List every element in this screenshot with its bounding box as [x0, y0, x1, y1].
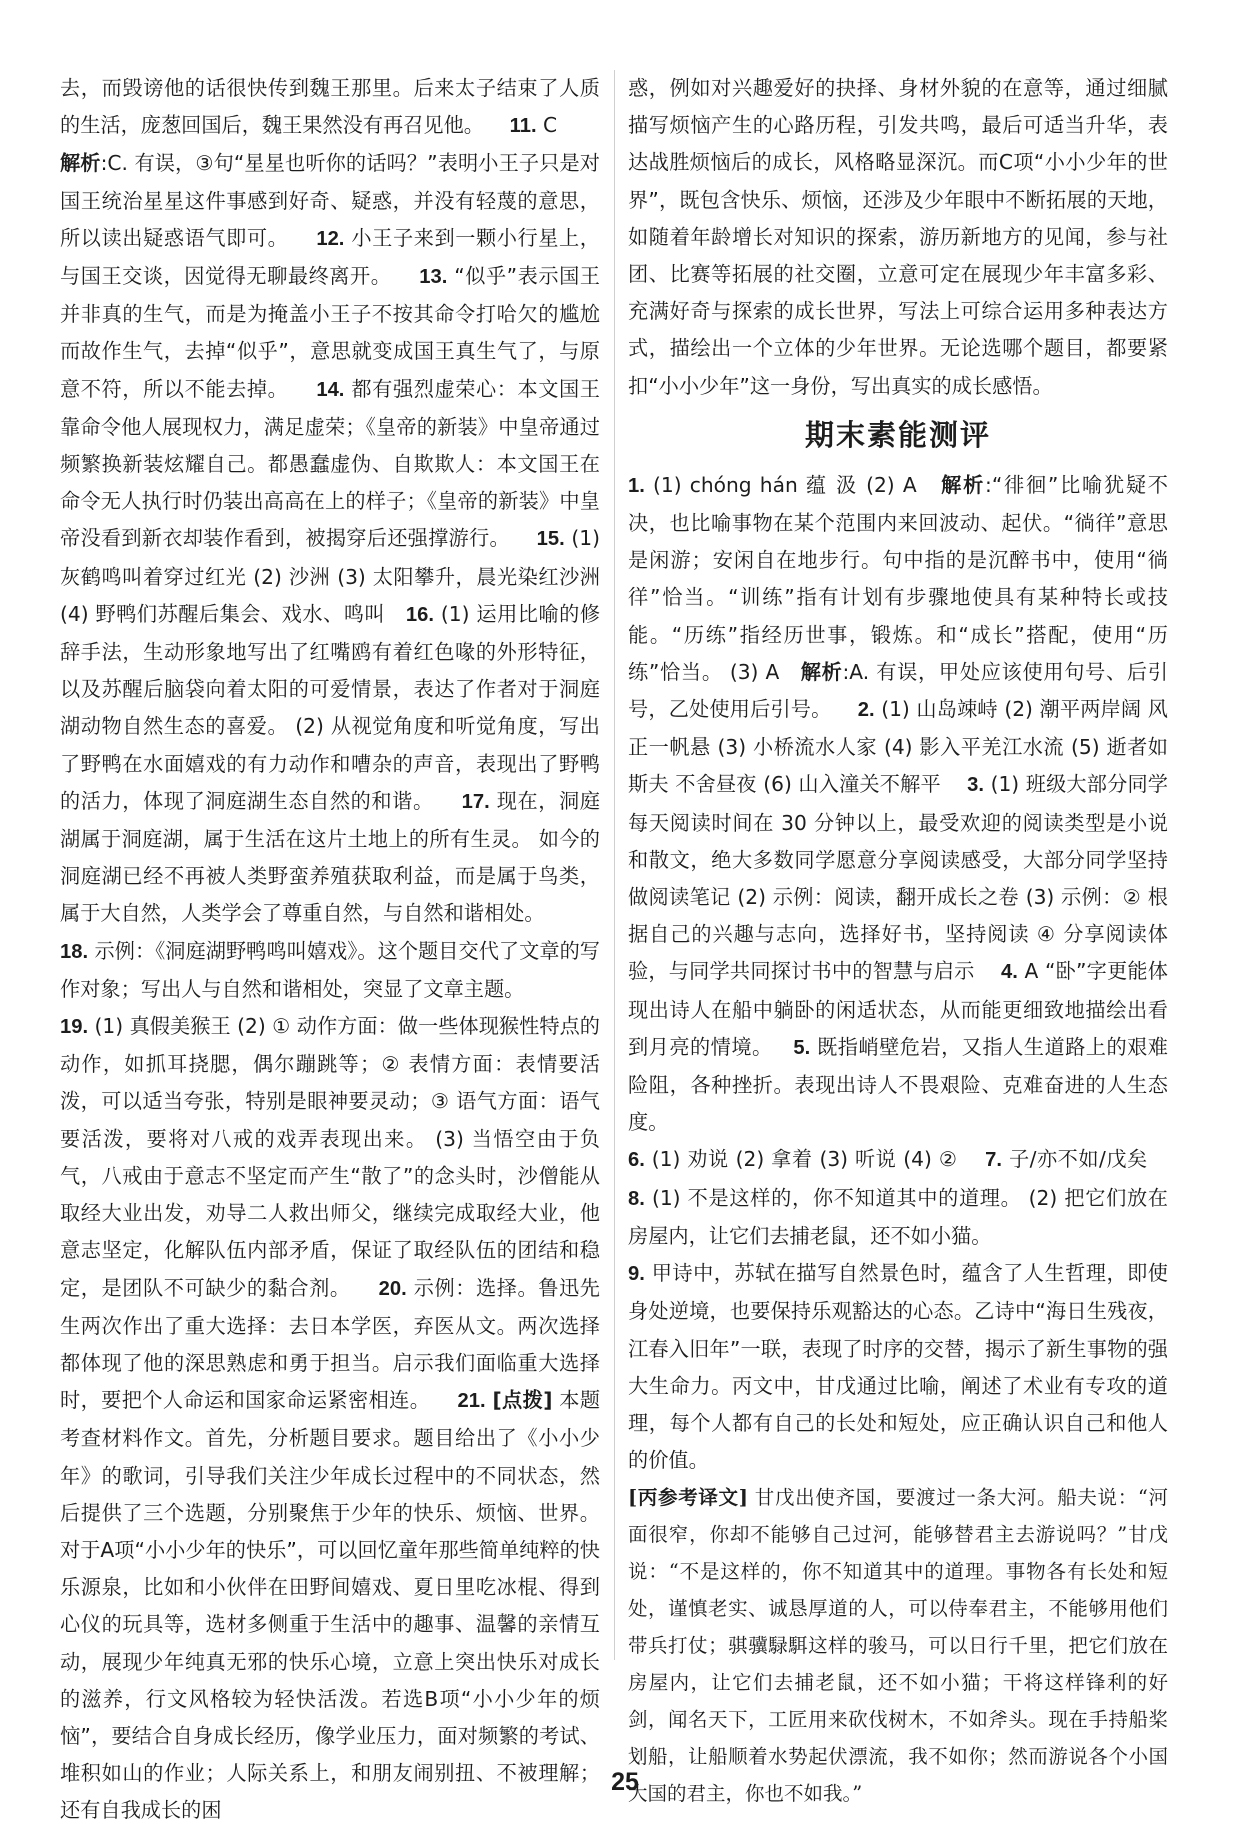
- q20-number: 20.: [378, 1277, 407, 1300]
- q12-text: 小王子来到一颗小行星上，与国王交谈，因觉得无聊最终离开。: [60, 225, 600, 289]
- q9-text: 甲诗中，苏轼在描写自然景色时，蕴含了人生哲理，即使身处逆境，也要保持乐观豁达的心态。乙诗中“海日生残夜，江春入旧年”一联，表现了时序的交替，揭示了新生事物的强大生命力。丙文中，甘戊通过比喻，阐述了术业有专攻的道理，每个人都有自己的长处和短处，应正确认识自己和他人的价值。: [628, 1261, 1168, 1473]
- q4-number: 4.: [1001, 961, 1018, 984]
- q11-text: :C. 有误，③句“星星也听你的话吗？”表明小王子只是对国王统治星星这件事感到好奇、疑惑，并没有轻蔑的意思，所以读出疑惑语气即可。: [60, 151, 600, 250]
- reference-translation: [628, 1479, 1168, 1812]
- q5-number: 5.: [793, 1036, 811, 1059]
- q15-number: 15.: [536, 528, 565, 551]
- q19-text: (1) 真假美猴王 (2) ① 动作方面：做一些体现猴性特点的动作，如抓耳挠腮，偶尔蹦跳等；② 表情方面：表情要活泼，可以适当夸张，特别是眼神要灵动；③ 语气方面：语气要活泼，要将对八戒的戏弄表现出来。 (3) 当悟空由于负气，八戒由于意志不坚定而产生“散了”的念头时，沙僧能从取经大业出发，劝导二人救出师父，继续完成取经大业，他意志坚定，化解队伍内部矛盾，保证了取经队伍的团结和稳定，是团队不可缺少的黏合剂。: [60, 1014, 600, 1300]
- q2-text: (1) 山岛竦峙 (2) 潮平两岸阔 风正一帆悬 (3) 小桥流水人家 (4) 影入平羌江水流 (5) 逝者如斯夫 不舍昼夜 (6) 山入潼关不解平: [628, 697, 1168, 797]
- q21-keyword: [点拨]: [492, 1388, 553, 1413]
- right-column: [628, 70, 1168, 1812]
- q1-explanation-2: :A. 有误，甲处应该使用句号、后引号，乙处使用后引号。: [628, 659, 1168, 722]
- answer-block-left: [60, 70, 600, 1830]
- q13-text: “似乎”表示国王并非真的生气，而是为掩盖小王子不按其命令打哈欠的尴尬而故作生气，去掉“似乎”，意思就变成国王真生气了，与原意不符，所以不能去掉。: [60, 264, 600, 401]
- q21-text: 本题考查材料作文。首先，分析题目要求。题目给出了《小小少年》的歌词，引导我们关注少年成长过程中的不同状态，然后提供了三个选题，分别聚焦于少年的快乐、烦恼、世界。对于A项“小小少年的快乐”，可以回忆童年那些简单纯粹的快乐源泉，比如和小伙伴在田野间嬉戏、夏日里吃冰棍、得到心仪的玩具等，选材多侧重于生活中的趣事、温馨的亲情互动，展现少年纯真无邪的快乐心境，立意上突出快乐对成长的滋养，行文风格较为轻快活泼。若选B项“小小少年的烦恼”，要结合自身成长经历，像学业压力，面对频繁的考试、堆积如山的作业；人际关系上，和朋友闹别扭、不被理解；还有自我成长的困: [60, 1388, 601, 1823]
- q5-text: 既指峭壁危岩，又指人生道路上的艰难险阻，各种挫折。表现出诗人不畏艰险、克难奋进的人生态度。: [628, 1034, 1168, 1135]
- q1-keyword-1: 解析: [941, 472, 986, 497]
- q18-text: 示例：《洞庭湖野鸭鸣叫嬉戏》。这个题目交代了文章的写作对象；写出人与自然和谐相处，突显了文章主题。: [60, 938, 600, 1001]
- q17-text: 现在，洞庭湖属于洞庭湖，属于生活在这片土地上的所有生灵。 如今的洞庭湖已经不再被人类野蛮养殖获取利益，而是属于鸟类，属于大自然，人类学会了尊重自然，与自然和谐相处。: [60, 788, 600, 926]
- q1-keyword-2: 解析: [800, 659, 843, 684]
- q16-text: (1) 运用比喻的修辞手法，生动形象地写出了红嘴鸥有着红色喙的外形特征，以及苏醒后脑袋向着太阳的可爱情景，表达了作者对于洞庭湖动物自然生态的喜爱。 (2) 从视觉角度和听觉角度，写出了野鸭在水面嬉戏的有力动作和嘈杂的声音，表现出了野鸭的活力，体现了洞庭湖生态自然的和谐。: [60, 601, 601, 813]
- q15-text: (1) 灰鹤鸣叫着穿过红光 (2) 沙洲 (3) 太阳攀升，晨光染红沙洲 (4) 野鸭们苏醒后集会、戏水、鸣叫: [60, 526, 600, 626]
- q1-answer: (1) chóng hán 蕴 汲 (2) A: [653, 472, 917, 497]
- q14-text: 都有强烈虚荣心：本文国王靠命令他人展现权力，满足虚荣；《皇帝的新装》中皇帝通过频繁换新装炫耀自己。都愚蠢虚伪、自欺欺人：本文国王在命令无人执行时仍装出高高在上的样子；《皇帝的新装》中皇帝没看到新衣却装作看到，被揭穿后还强撑游行。: [60, 376, 600, 551]
- q1-explanation: :“徘徊”比喻犹疑不决，也比喻事物在某个范围内来回波动、起伏。“徜徉”意思是闲游；安闲自在地步行。句中指的是沉醉书中，使用“徜徉”恰当。“训练”指有计划有步骤地使具有某种特长或技能。“历练”指经历世事，锻炼。和“成长”搭配，使用“历练”恰当。 (3) A: [628, 472, 1168, 684]
- q21-number: 21.: [457, 1390, 486, 1413]
- q6-text: (1) 劝说 (2) 拿着 (3) 听说 (4) ②: [651, 1147, 958, 1172]
- q12-number: 12.: [316, 227, 345, 250]
- q11-number: 11.: [509, 115, 537, 138]
- q18-number: 18.: [60, 940, 89, 963]
- q21-continued: [628, 70, 1168, 405]
- q3-number: 3.: [967, 774, 984, 797]
- q7-text: 子/亦不如/戊矣: [1008, 1147, 1148, 1172]
- section-title: 期末素能测评: [804, 417, 991, 452]
- left-column: [60, 70, 600, 1830]
- column-divider: [614, 70, 615, 1660]
- q14-number: 14.: [316, 378, 345, 401]
- q16-number: 16.: [405, 603, 434, 626]
- q21-continued-text: 惑，例如对兴趣爱好的抉择、身材外貌的在意等，通过细腻描写烦恼产生的心路历程，引发共鸣，最后可适当升华，表达战胜烦恼后的成长，风格略显深沉。而C项“小小少年的世界”，既包含快乐、烦恼，还涉及少年眼中不断拓展的天地，如随着年龄增长对知识的探索，游历新地方的见闻，参与社团、比赛等拓展的社交圈，立意可定在展现少年丰富多彩、充满好奇与探索的成长世界，写法上可综合运用多种表达方式，描绘出一个立体的少年世界。无论选哪个题目，都要紧扣“小小少年”这一身份，写出真实的成长感悟。: [628, 76, 1168, 398]
- q13-number: 13.: [419, 266, 448, 289]
- q11-keyword: 解析: [60, 151, 101, 176]
- q8-text: (1) 不是这样的，你不知道其中的道理。 (2) 把它们放在房屋内，让它们去捕老鼠，还不如小猫。: [628, 1185, 1168, 1248]
- q1-number: 1.: [628, 474, 645, 497]
- page-number: 25: [611, 1768, 639, 1796]
- q20-text: 示例：选择。鲁迅先生两次作出了重大选择：去日本学医，弃医从文。两次选择都体现了他的深思熟虑和勇于担当。启示我们面临重大选择时，要把个人命运和国家命运紧密相连。: [60, 1275, 600, 1413]
- text-p1: 去，而毁谤他的话很快传到魏王那里。后来太子结束了人质的生活，庞葱回国后，魏王果然没有再召见他。: [60, 76, 600, 138]
- reference-text: 甘戊出使齐国，要渡过一条大河。船夫说：“河面很窄，你却不能够自己过河，能够替君主去游说吗？”甘戊说：“不是这样的，你不知道其中的道理。事物各有长处和短处，谨慎老实、诚恳厚道的人，可以侍奉君主，不能够用他们带兵打仗；骐骥騄駬这样的骏马，可以日行千里，把它们放在房屋内，让它们去捕老鼠，还不如小猫；干将这样锋利的好剑，闻名天下，工匠用来砍伐树木，不如斧头。现在手持船桨划船，让船顺着水势起伏漂流，我不如你；然而游说各个小国大国的君主，你也不如我。”: [628, 1486, 1168, 1806]
- q11-answer: C: [543, 113, 558, 138]
- q2-number: 2.: [857, 699, 875, 722]
- q8-number: 8.: [628, 1187, 645, 1210]
- q19-number: 19.: [60, 1016, 89, 1039]
- q4-text: A “卧”字更能体现出诗人在船中躺卧的闲适状态，从而能更细致地描绘出看到月亮的情境。: [628, 959, 1168, 1059]
- reference-keyword: [丙参考译文]: [628, 1486, 748, 1510]
- answer-block-right: [628, 467, 1168, 1479]
- q7-number: 7.: [985, 1149, 1002, 1172]
- q17-number: 17.: [461, 790, 490, 813]
- q3-text: (1) 班级大部分同学每天阅读时间在 30 分钟以上，最受欢迎的阅读类型是小说和散文，绝大多数同学愿意分享阅读感受，大部分同学坚持做阅读笔记 (2) 示例：阅读，翻开成长之卷 (3) 示例：② 根据自己的兴趣与志向，选择好书，坚持阅读 ④ 分享阅读体验，与同学共同探讨书中的智慧与启示: [628, 772, 1168, 984]
- q9-number: 9.: [628, 1263, 645, 1286]
- q6-number: 6.: [628, 1149, 645, 1172]
